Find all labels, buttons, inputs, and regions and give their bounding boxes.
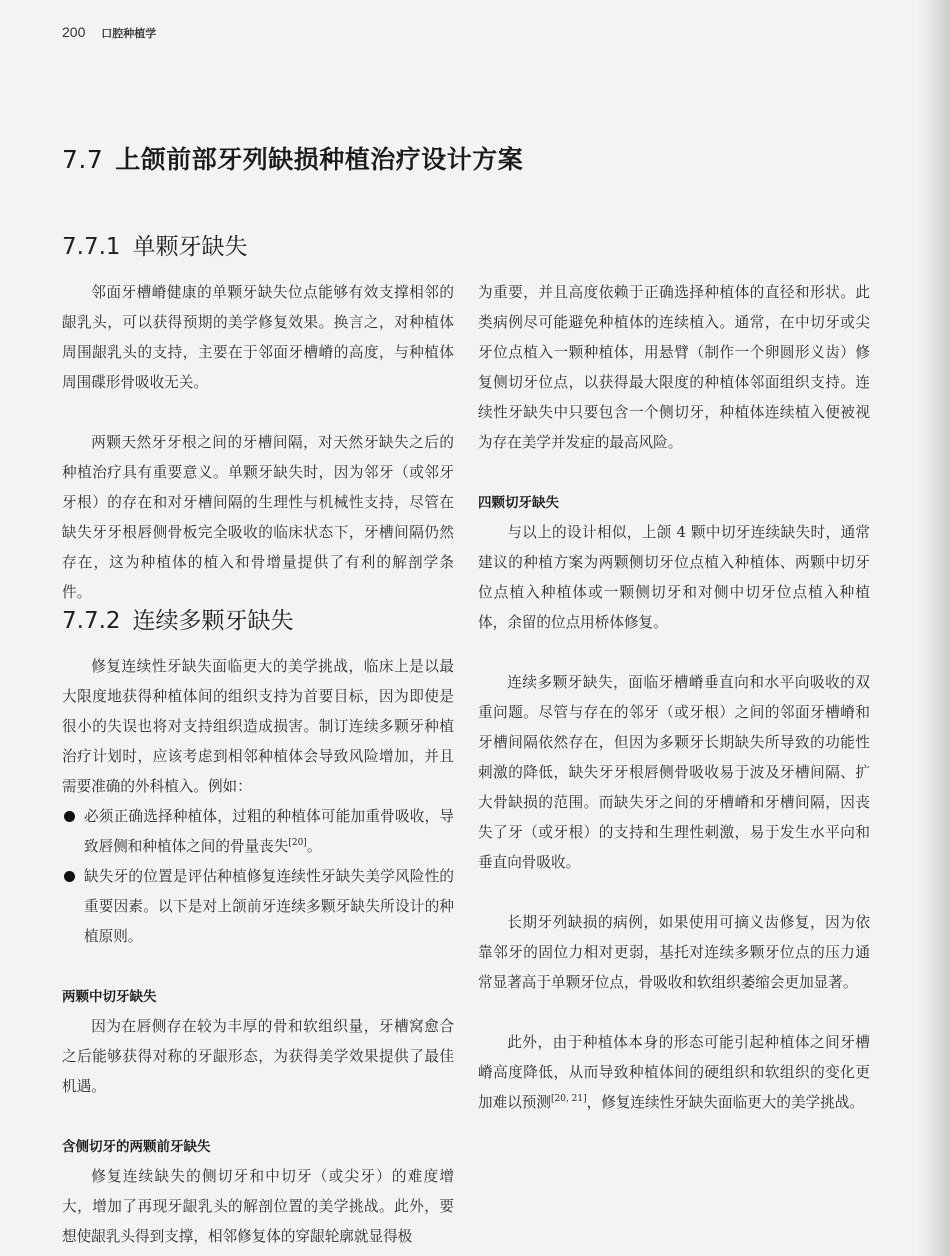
paragraph-end: ，修复连续性牙缺失面临更大的美学挑战。	[586, 1094, 864, 1111]
paragraph: 修复连续性牙缺失面临更大的美学挑战，临床上是以最大限度地获得种植体间的组织支持为首要目标，因为即使是很小的失误也将对支持组织造成损害。制订连续多颗牙种植治疗计划时，应该考虑到相邻种植体会导致风险增加，并且需要准确的外科植入。例如：	[62, 658, 454, 795]
minor-heading: 四颗切牙缺失	[478, 495, 559, 511]
minor-heading: 两颗中切牙缺失	[62, 989, 157, 1005]
section-number: 7.7	[62, 145, 104, 174]
page-number: 200	[62, 24, 86, 40]
paragraph: 因为在唇侧存在较为丰厚的骨和软组织量，牙槽窝愈合之后能够获得对称的牙龈形态，为获得美学效果提供了最佳机遇。	[62, 1018, 454, 1095]
citation: [20]	[288, 838, 307, 849]
paragraph: 长期牙列缺损的病例，如果使用可摘义齿修复，因为依靠邻牙的固位力相对更弱，基托对连续多颗牙位点的压力通常显著高于单颗牙位点，骨吸收和软组织萎缩会更加显著。	[478, 914, 870, 991]
paragraph-text: 此外，由于种植体本身的形态可能引起种植体之间牙槽嵴高度降低，从而导致种植体间的硬组织和软组织的变化更加难以预测	[478, 1034, 870, 1111]
subsection-title: 单颗牙缺失	[132, 234, 248, 260]
paragraph: 两颗天然牙牙根之间的牙槽间隔，对天然牙缺失之后的种植治疗具有重要意义。单颗牙缺失时，因为邻牙（或邻牙牙根）的存在和对牙槽间隔的生理性与机械性支持，尽管在缺失牙牙根唇侧骨板完全吸收的临床状态下，牙槽间隔仍然存在，这为种植体的植入和骨增量提供了有利的解剖学条件。	[62, 434, 454, 601]
subsection-heading-1	[62, 228, 248, 261]
paragraph: 邻面牙槽嵴健康的单颗牙缺失位点能够有效支撑相邻的龈乳头，可以获得预期的美学修复效果。换言之，对种植体周围龈乳头的支持，主要在于邻面牙槽嵴的高度，与种植体周围碟形骨吸收无关。	[62, 284, 454, 391]
subsection-number: 7.7.2	[62, 608, 121, 634]
paragraph	[478, 1028, 870, 1118]
section-title: 上颌前部牙列缺损种植治疗设计方案	[115, 145, 524, 174]
citation: [20, 21]	[550, 1094, 587, 1105]
book-title: 口腔种植学	[101, 28, 157, 40]
paragraph: 修复连续缺失的侧切牙和中切牙（或尖牙）的难度增大，增加了再现牙龈乳头的解剖位置的美学挑战。此外，要想使龈乳头得到支撑，相邻修复体的穿龈轮廓就显得极	[62, 1168, 454, 1245]
subsection-heading-2	[62, 602, 294, 635]
bullet-list	[62, 802, 454, 952]
minor-heading: 含侧切牙的两颗前牙缺失	[62, 1139, 211, 1155]
page-edge-shadow	[916, 0, 950, 1256]
paragraph: 为重要，并且高度依赖于正确选择种植体的直径和形状。此类病例尽可能避免种植体的连续植入。通常，在中切牙或尖牙位点植入一颗种植体，用悬臂（制作一个卵圆形义齿）修复侧切牙位点，以获得最大限度的种植体邻面组织支持。连续性牙缺失中只要包含一个侧切牙，种植体连续植入便被视为存在美学并发症的最高风险。	[478, 284, 870, 451]
list-item	[62, 802, 454, 862]
bullet-icon	[64, 811, 75, 822]
subsection-title: 连续多颗牙缺失	[132, 608, 294, 634]
bullet-text: 缺失牙的位置是评估种植修复连续性牙缺失美学风险性的重要因素。以下是对上颌前牙连续多颗牙缺失所设计的种植原则。	[84, 868, 454, 945]
left-column-top	[62, 278, 454, 608]
bullet-end: 。	[306, 838, 322, 855]
list-item	[62, 862, 454, 952]
right-column	[478, 278, 870, 1118]
bullet-icon	[64, 871, 75, 882]
running-head	[62, 24, 156, 41]
left-column-bottom	[62, 652, 454, 1252]
section-heading	[62, 140, 523, 176]
paragraph: 连续多颗牙缺失，面临牙槽嵴垂直向和水平向吸收的双重问题。尽管与存在的邻牙（或牙根）之间的邻面牙槽嵴和牙槽间隔依然存在，但因为多颗牙长期缺失所导致的功能性刺激的降低，缺失牙牙根唇侧骨吸收易于波及牙槽间隔、扩大骨缺损的范围。而缺失牙之间的牙槽嵴和牙槽间隔，因丧失了牙（或牙根）的支持和生理性刺激，易于发生水平向和垂直向骨吸收。	[478, 674, 870, 871]
bullet-text: 必须正确选择种植体，过粗的种植体可能加重骨吸收，导致唇侧和种植体之间的骨量丧失	[84, 808, 454, 855]
paragraph: 与以上的设计相似，上颌 4 颗中切牙连续缺失时，通常建议的种植方案为两颗侧切牙位点植入种植体、两颗中切牙位点植入种植体或一颗侧切牙和对侧中切牙位点植入种植体，余留的位点用桥体修复。	[478, 524, 870, 631]
subsection-number: 7.7.1	[62, 234, 121, 260]
